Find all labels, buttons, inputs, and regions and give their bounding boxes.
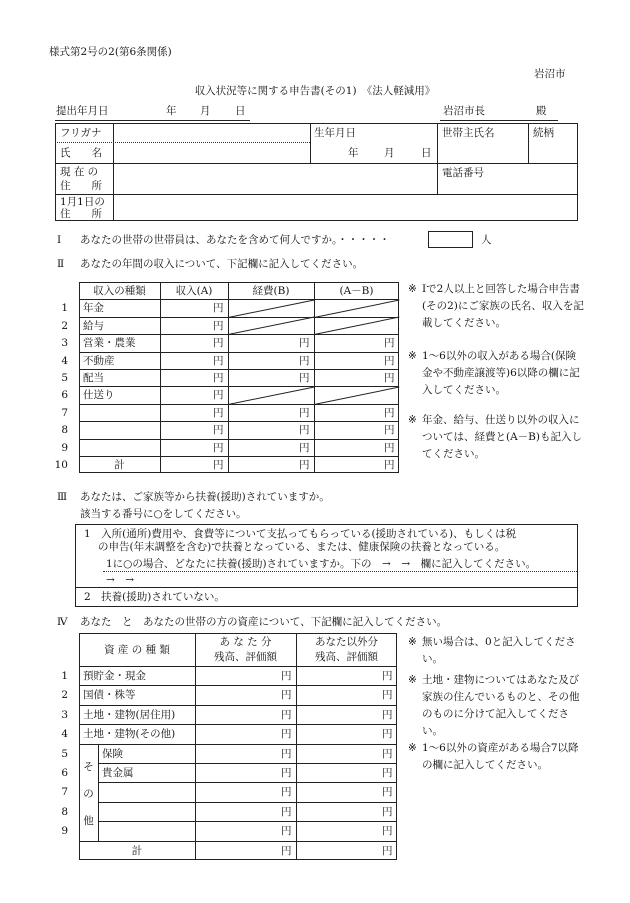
yen-unit: 円 (281, 747, 292, 760)
q4-note-2: ※ 土地・建物についてはあなた及び家族の住んでいるものと、その他のものに分けて記入してください。 (408, 674, 580, 737)
yen-unit: 円 (213, 424, 224, 437)
q2-number: Ⅱ (57, 258, 65, 270)
birthdate-label: 生年月日 (314, 127, 356, 139)
address-label-1: 現 在 の (60, 166, 99, 178)
yen-unit: 円 (281, 825, 292, 838)
income-type-label: 営業・農業 (83, 337, 136, 350)
yen-unit: 円 (384, 441, 395, 454)
income-row-number: 10 (54, 459, 68, 471)
q4-number: Ⅳ (57, 616, 68, 628)
yen-unit: 円 (281, 786, 292, 799)
yen-unit: 円 (384, 406, 395, 419)
address-label-2: 住 所 (60, 180, 102, 192)
other-asset-header-sub: 残高、評価額 (315, 651, 378, 663)
supporter-arrows: → → (106, 574, 135, 586)
yen-unit: 円 (213, 389, 224, 402)
income-type-label: 仕送り (83, 389, 115, 402)
yen-unit: 円 (299, 441, 310, 454)
q3-text: あなたは、ご家族等から扶養(援助)されていますか。 (80, 491, 330, 503)
yen-unit: 円 (281, 767, 292, 779)
addressee: 岩沼市長 (443, 105, 485, 117)
birth-month-label: 月 (384, 147, 395, 159)
yen-unit: 円 (213, 372, 224, 384)
supporter-instruction: 1に○の場合、どなたに扶養(援助)されていますか。下の → → 欄に記入してください。 (106, 558, 537, 570)
income-type-label: 配当 (83, 372, 104, 384)
own-asset-header-sub: 残高、評価額 (214, 651, 277, 663)
yen-unit: 円 (281, 844, 292, 857)
yen-unit: 円 (382, 825, 393, 838)
yen-unit: 円 (299, 424, 310, 437)
name-label: 氏 名 (60, 147, 102, 159)
yen-unit: 円 (382, 708, 393, 721)
asset-row-number: 2 (61, 689, 68, 702)
jan1-address-field[interactable] (115, 196, 575, 220)
yen-unit: 円 (213, 319, 224, 332)
income-header-1: 収入(A) (175, 285, 213, 297)
support-option-1-line1[interactable]: 1 入所(通所)費用や、食費等について支払ってもらっている(援助されている)、もしくは税 (84, 528, 517, 540)
q4-note-1: ※ 無い場合は、0と記入してください。 (408, 636, 576, 665)
asset-row-number: 8 (61, 805, 68, 818)
yen-unit: 円 (382, 805, 393, 818)
submission-date-label: 提出年月日 (56, 105, 109, 117)
yen-unit: 円 (213, 406, 224, 419)
yen-unit: 円 (281, 805, 292, 818)
yen-unit: 円 (299, 354, 310, 367)
yen-unit: 円 (382, 670, 393, 682)
asset-row-number: 9 (61, 825, 68, 838)
yen-unit: 円 (213, 302, 224, 315)
yen-unit: 円 (213, 354, 224, 367)
asset-type-label: 預貯金・現金 (83, 670, 146, 682)
phone-label: 電話番号 (442, 167, 484, 179)
income-header-3: (A－B) (339, 285, 374, 297)
income-row-number: 4 (61, 354, 68, 367)
asset-total-label: 計 (131, 844, 143, 857)
own-asset-header: あ な た 分 (219, 636, 272, 648)
q3-sub: 該当する番号に○をしてください。 (80, 508, 247, 520)
yen-unit: 円 (382, 844, 393, 857)
date-day-label: 日 (235, 105, 246, 117)
asset-row-number: 5 (61, 747, 68, 760)
income-type-label: 給与 (83, 319, 104, 332)
income-type-label: 不動産 (83, 354, 115, 367)
yen-unit: 円 (382, 767, 393, 779)
asset-type-label: 保険 (102, 747, 123, 760)
q1-unit: 人 (481, 234, 492, 246)
q1-number: Ⅰ (57, 234, 62, 246)
jan1-address-label-2: 住 所 (60, 208, 102, 220)
yen-unit: 円 (382, 786, 393, 799)
asset-type-label: 土地・建物(居住用) (83, 708, 176, 721)
yen-unit: 円 (213, 441, 224, 454)
q2-note-2: ※ 1～6以外の収入がある場合(保険金や不動産譲渡等)6以降の欄に記入してください。 (408, 350, 580, 396)
birth-year-label: 年 (348, 147, 359, 159)
yen-unit: 円 (299, 337, 310, 350)
yen-unit: 円 (299, 459, 310, 471)
yen-unit: 円 (382, 728, 393, 741)
household-head-label: 世帯主氏名 (442, 127, 495, 139)
income-type-label: 計 (114, 459, 125, 471)
other-asset-header: あなた以外分 (315, 636, 378, 648)
income-header-2: 経費(B) (252, 285, 290, 297)
yen-unit: 円 (384, 424, 395, 437)
q2-note-3: ※ 年金、給与、仕送り以外の収入については、経費と(A－B)も記入してください。 (408, 414, 582, 460)
income-row-number: 8 (61, 424, 68, 437)
q3-number: Ⅲ (57, 491, 68, 503)
asset-row-number: 3 (61, 708, 68, 721)
name-field[interactable] (115, 144, 308, 162)
asset-type-header: 資 産 の 種 類 (104, 644, 170, 656)
asset-type-label: 土地・建物(その他) (83, 728, 176, 741)
furigana-field[interactable] (115, 124, 308, 141)
income-row-number: 5 (61, 372, 68, 384)
date-year-label: 年 (166, 105, 177, 117)
yen-unit: 円 (382, 747, 393, 760)
jan1-address-label-1: 1月1日の (60, 196, 105, 208)
honorific: 殿 (536, 105, 547, 117)
yen-unit: 円 (281, 670, 292, 682)
yen-unit: 円 (299, 372, 310, 384)
asset-type-label: 貴金属 (102, 767, 134, 779)
other-group-label: 他 (83, 814, 94, 827)
income-type-label: 年金 (83, 302, 104, 315)
yen-unit: 円 (384, 354, 395, 367)
asset-type-label: 国債・株等 (83, 689, 136, 702)
yen-unit: 円 (281, 728, 292, 741)
income-row-number: 7 (61, 406, 68, 419)
yen-unit: 円 (299, 406, 310, 419)
asset-row-number: 4 (61, 728, 68, 741)
yen-unit: 円 (382, 689, 393, 702)
support-option-1-line2: の申告(年末調整を含む)で扶養となっている、または、健康保険の扶養となっている。 (98, 541, 506, 553)
other-group-label: そ (83, 760, 94, 773)
income-row-number: 6 (61, 389, 68, 402)
yen-unit: 円 (213, 459, 224, 471)
q2-text: あなたの年間の収入について、下記欄に記入してください。 (80, 258, 364, 270)
income-header-0: 収入の種類 (93, 285, 146, 297)
income-row-number: 1 (61, 302, 68, 315)
other-group-label: の (83, 787, 94, 800)
yen-unit: 円 (281, 708, 292, 721)
yen-unit: 円 (213, 337, 224, 350)
yen-unit: 円 (384, 372, 395, 384)
income-row-number: 2 (61, 319, 68, 332)
furigana-label: フリガナ (60, 127, 102, 139)
date-month-label: 月 (200, 105, 211, 117)
asset-row-number: 1 (61, 670, 68, 682)
yen-unit: 円 (384, 337, 395, 350)
support-option-2[interactable]: 2 扶養(援助)されていない。 (84, 591, 225, 603)
document-title: 収入状況等に関する申告書(その1) 《法人軽減用》 (194, 85, 436, 97)
form-number: 様式第2号の2(第6条関係) (49, 46, 172, 58)
q4-text: あなた と あなたの世帯の方の資産について、下記欄に記入してください。 (80, 616, 448, 628)
yen-unit: 円 (384, 459, 395, 471)
asset-row-number: 7 (61, 786, 68, 799)
q2-note-1: ※ Ⅰで2人以上と回答した場合申告書(その2)にご家族の氏名、収入を記載してください。 (408, 283, 584, 329)
birth-day-label: 日 (421, 147, 432, 159)
q4-note-3: ※ 1～6以外の資産がある場合7以降の欄に記入してください。 (408, 742, 579, 771)
q1-text: あなたの世帯の世帯員は、あなたを含めて何人ですか。・・・・・ (80, 234, 390, 246)
income-row-number: 9 (61, 441, 68, 454)
relation-label: 続柄 (533, 127, 554, 139)
asset-row-number: 6 (61, 767, 68, 779)
city-name: 岩沼市 (534, 68, 566, 80)
household-count-box[interactable] (428, 231, 473, 248)
yen-unit: 円 (281, 689, 292, 702)
address-field[interactable] (115, 165, 435, 193)
income-row-number: 3 (61, 337, 68, 350)
